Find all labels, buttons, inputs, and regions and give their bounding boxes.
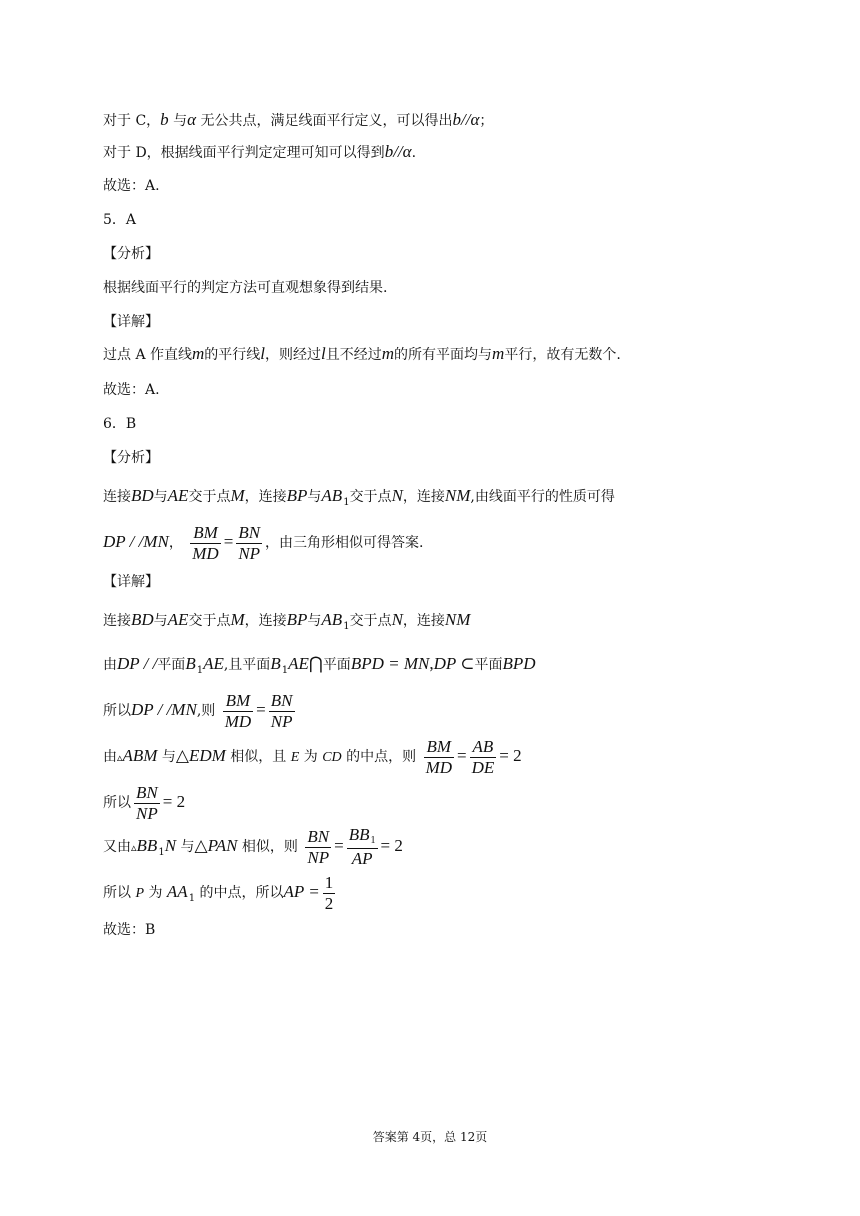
line-20: 又由$▵BB_1N$ 与△PAN 相似，则 $\frac{BN}{NP}$ = $\frac{BB1}{AP}$ = 2 (103, 825, 403, 868)
triangle-icon: △ (175, 746, 189, 765)
line-11-heading: 【分析】 (103, 450, 159, 466)
line-15: 连接BD与AE交于点M，连接BP与$AB_1$交于点N，连接NM (103, 610, 471, 632)
line-2: 对于 D，根据线面平行判定定理可知可以得到b//α. (103, 142, 417, 161)
triangle-icon: △ (194, 836, 208, 855)
line-7-heading: 【详解】 (103, 314, 159, 330)
line-9: 故选：A. (103, 382, 160, 398)
fraction-bn-np: $\frac{BN}{NP}$ (136, 782, 158, 823)
line-10: 6．B (103, 416, 137, 432)
fraction-bn-np: $\frac{BN}{NP}$ (307, 826, 330, 867)
line-18: 由▵ABM 与△EDM 相似，且 E 为 CD 的中点，则 $\frac{BM}{MD}$ = $\frac{AB}{DE}$ = 2 (103, 736, 522, 777)
line-13: DP / /MN， $\frac{BM}{MD}$ = $\frac{BN}{NP}$ ，由三角形相似可得答案. (103, 522, 424, 563)
line-8: 过点 A 作直线m的平行线l，则经过l且不经过m的所有平面均与m平行，故有无数个. (103, 344, 621, 363)
fraction-one-half: $\frac{1}{2}$ (324, 872, 334, 913)
fraction-bn-np: $\frac{BN}{NP}$ (238, 522, 261, 563)
fraction-ab-de: $\frac{AB}{DE}$ (471, 736, 495, 777)
fraction-bm-md: $\frac{BM}{MD}$ (192, 522, 219, 563)
page-footer: 答案第 4页，总 12页 (372, 1130, 488, 1144)
line-14-heading: 【详解】 (103, 574, 159, 590)
line-21: 所以 P 为 $AA_1$ 的中点，所以AP = $\frac{1}{2}$ (103, 872, 334, 913)
line-4: 5．A (103, 212, 137, 228)
line-17: 所以DP / /MN,则 $\frac{BM}{MD}$ = $\frac{BN}{NP}$ (103, 690, 293, 731)
fraction-bm-md: $\frac{BM}{MD}$ (224, 690, 252, 731)
fraction-bb1-ap: $\frac{BB1}{AP}$ (348, 825, 376, 868)
line-12: 连接BD与AE交于点M，连接BP与$AB_1$交于点N，连接NM,由线面平行的性质可得 (103, 486, 615, 508)
line-5-heading: 【分析】 (103, 246, 159, 262)
line-3: 故选：A. (103, 178, 160, 194)
line-16: 由DP / /平面$B_1AE$,且平面$B_1AE⋂$平面BPD = MN,DP ⊂平面BPD (103, 654, 536, 676)
line-22: 故选：B (103, 922, 156, 938)
line-19: 所以 $\frac{BN}{NP}$ = 2 (103, 782, 186, 823)
line-6: 根据线面平行的判定方法可直观想象得到结果. (103, 280, 388, 296)
small-triangle-icon: ▵ (117, 751, 123, 764)
fraction-bn-np: $\frac{BN}{NP}$ (270, 690, 293, 731)
line-1: 对于 C，b 与α 无公共点，满足线面平行定义，可以得出b//α； (103, 110, 494, 129)
small-triangle-icon: ▵ (131, 841, 137, 854)
fraction-bm-md: $\frac{BM}{MD}$ (425, 736, 453, 777)
